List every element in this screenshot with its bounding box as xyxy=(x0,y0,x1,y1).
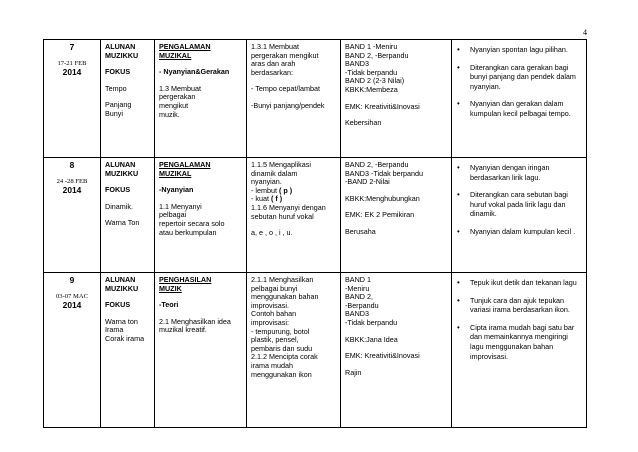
list-item: • Nyanyian dan gerakan dalam kumpulan kecil pelbagai tempo. xyxy=(456,99,582,118)
list-item: • Tunjuk cara dan ajuk tepukan variasi irama berdasarkan ikon. xyxy=(456,296,582,315)
focus-label: FOKUS xyxy=(105,185,131,195)
week-date: 24 -28 FEB xyxy=(56,177,88,185)
list-item: • Diterangkan cara sebutan bagi huruf vokal pada lirik lagu dan dinamik. xyxy=(456,190,582,219)
experience-cell xyxy=(155,273,247,428)
learning-standard xyxy=(251,161,336,221)
value-text: Berusaha xyxy=(345,226,376,236)
list-item: • Nyanyian dalam kumpulan kecil . xyxy=(456,227,582,237)
learning-standard: 2.1.1 Menghasilkan pelbagai bunyi menggunakan bahan improvisasi. Contoh bahan improvisasi: - tempurung, botol plastik, pensel, pembaris dan sudu 2.1.2 Mencipta corak irama mudah menggunakan ikon xyxy=(251,275,319,379)
area-title: ALUNAN MUZIKKU xyxy=(105,275,139,293)
week-year: 2014 xyxy=(62,67,82,78)
standard-mid: - kuat xyxy=(251,194,269,204)
area-title: ALUNAN MUZIKKU xyxy=(105,160,139,178)
week-cell xyxy=(44,273,101,428)
list-item: • Nyanyian spontan lagu pilihan. xyxy=(456,45,582,55)
value-text: Rajin xyxy=(345,367,362,377)
kbkk-text: KBKK:Menghubungkan xyxy=(345,193,420,203)
experience-activity: -Nyanyian xyxy=(159,185,194,195)
band-cell xyxy=(341,40,452,158)
week-number: 8 xyxy=(69,160,75,170)
objectives-cell xyxy=(452,40,587,158)
standard-cell xyxy=(247,40,341,158)
emk-text: EMK: Kreativiti&Inovasi xyxy=(345,101,420,111)
area-cell xyxy=(101,158,155,273)
experience-standard: 1.3 Membuat pergerakan mengikut muzik. xyxy=(159,83,201,119)
table-row xyxy=(44,273,587,428)
learning-standard: 1.3.1 Membuat pergerakan mengikut aras dan arah berdasarkan: xyxy=(251,42,319,77)
objectives-cell xyxy=(452,158,587,273)
band-text: BAND 1 -Meniru BAND 2, -Berpandu BAND3 -Tidak berpandu xyxy=(345,275,398,327)
week-cell xyxy=(44,40,101,158)
week-cell xyxy=(44,158,101,273)
emk-text: EMK: EK 2 Pemikiran xyxy=(345,210,415,220)
experience-standard: 1.1 Menyanyi pelbagai repertoir secara solo atau berkumpulan xyxy=(159,201,225,237)
lesson-plan-table xyxy=(43,39,587,428)
week-year: 2014 xyxy=(62,185,82,196)
focus-item: Panjang Bunyi xyxy=(105,100,132,118)
experience-cell xyxy=(155,40,247,158)
emk-text: EMK: Kreativiti&Inovasi xyxy=(345,351,420,361)
experience-heading: PENGALAMAN MUZIKAL xyxy=(159,160,211,178)
list-item: • Nyanyian dengan iringan berdasarkan lirik lagu. xyxy=(456,163,582,182)
experience-standard: 2.1 Menghasilkan idea muzikal kreatif. xyxy=(159,316,231,335)
focus-item: Tempo xyxy=(105,83,127,93)
dynamic-loud: ( f ) xyxy=(270,194,283,204)
table-row xyxy=(44,158,587,273)
learning-standard: -Bunyi panjang/pendek xyxy=(251,100,325,110)
experience-cell xyxy=(155,158,247,273)
standard-cell xyxy=(247,273,341,428)
page-number: 4 xyxy=(583,28,587,37)
focus-label: FOKUS xyxy=(105,67,131,77)
dynamic-soft: ( p ) xyxy=(278,185,293,195)
area-cell xyxy=(101,40,155,158)
kbkk-text: KBKK:Jana Idea xyxy=(345,334,398,344)
week-date: 17-21 FEB xyxy=(57,59,87,67)
experience-heading: PENGHASILAN MUZIK xyxy=(159,275,212,293)
value-text: Kebersihan xyxy=(345,118,382,128)
week-year: 2014 xyxy=(62,300,82,311)
experience-heading: PENGALAMAN MUZIKAL xyxy=(159,42,211,60)
band-text: BAND 1 -Meniru BAND 2, -Berpandu BAND3 -Tidak berpandu BAND 2 (2-3 Nilai) KBKK:Membeza xyxy=(345,42,409,94)
list-item: • Diterangkan cara gerakan bagi bunyi panjang dan pendek dalam nyanyian. xyxy=(456,63,582,92)
standard-rest: 1.1.6 Menyanyi dengan sebutan huruf vokal xyxy=(251,202,326,221)
week-date: 03-07 MAC xyxy=(55,292,89,300)
band-cell xyxy=(341,273,452,428)
area-cell xyxy=(101,273,155,428)
standard-cell xyxy=(247,158,341,273)
list-item: • Cipta irama mudah bagi satu bar dan memainkannya mengiringi lagu menggunakan bahan improvisasi. xyxy=(456,323,582,361)
experience-activity: -Teori xyxy=(159,300,179,310)
objectives-cell xyxy=(452,273,587,428)
table-row xyxy=(44,40,587,158)
band-text: BAND 2, -Berpandu BAND3 -Tidak berpandu -BAND 2-Nilai xyxy=(345,160,424,187)
band-cell xyxy=(341,158,452,273)
focus-item: Warna ton Irama Corak irama xyxy=(105,316,145,343)
list-item: • Tepuk ikut detik dan tekanan lagu xyxy=(456,278,582,288)
area-title: ALUNAN MUZIKKU xyxy=(105,42,139,60)
focus-label: FOKUS xyxy=(105,300,131,310)
standard-intro: 1.1.5 Mengaplikasi dinamik dalam nyanyian. - lembut xyxy=(251,160,311,195)
learning-standard: - Tempo cepat/lambat xyxy=(251,84,320,94)
week-number: 9 xyxy=(69,275,75,285)
focus-item: Dinamik. xyxy=(105,201,133,211)
week-number: 7 xyxy=(69,42,75,52)
experience-activity: - Nyanyian&Gerakan xyxy=(159,67,230,77)
vowel-list: a, e , o , i , u. xyxy=(251,228,293,238)
focus-item: Warna Ton xyxy=(105,218,140,228)
